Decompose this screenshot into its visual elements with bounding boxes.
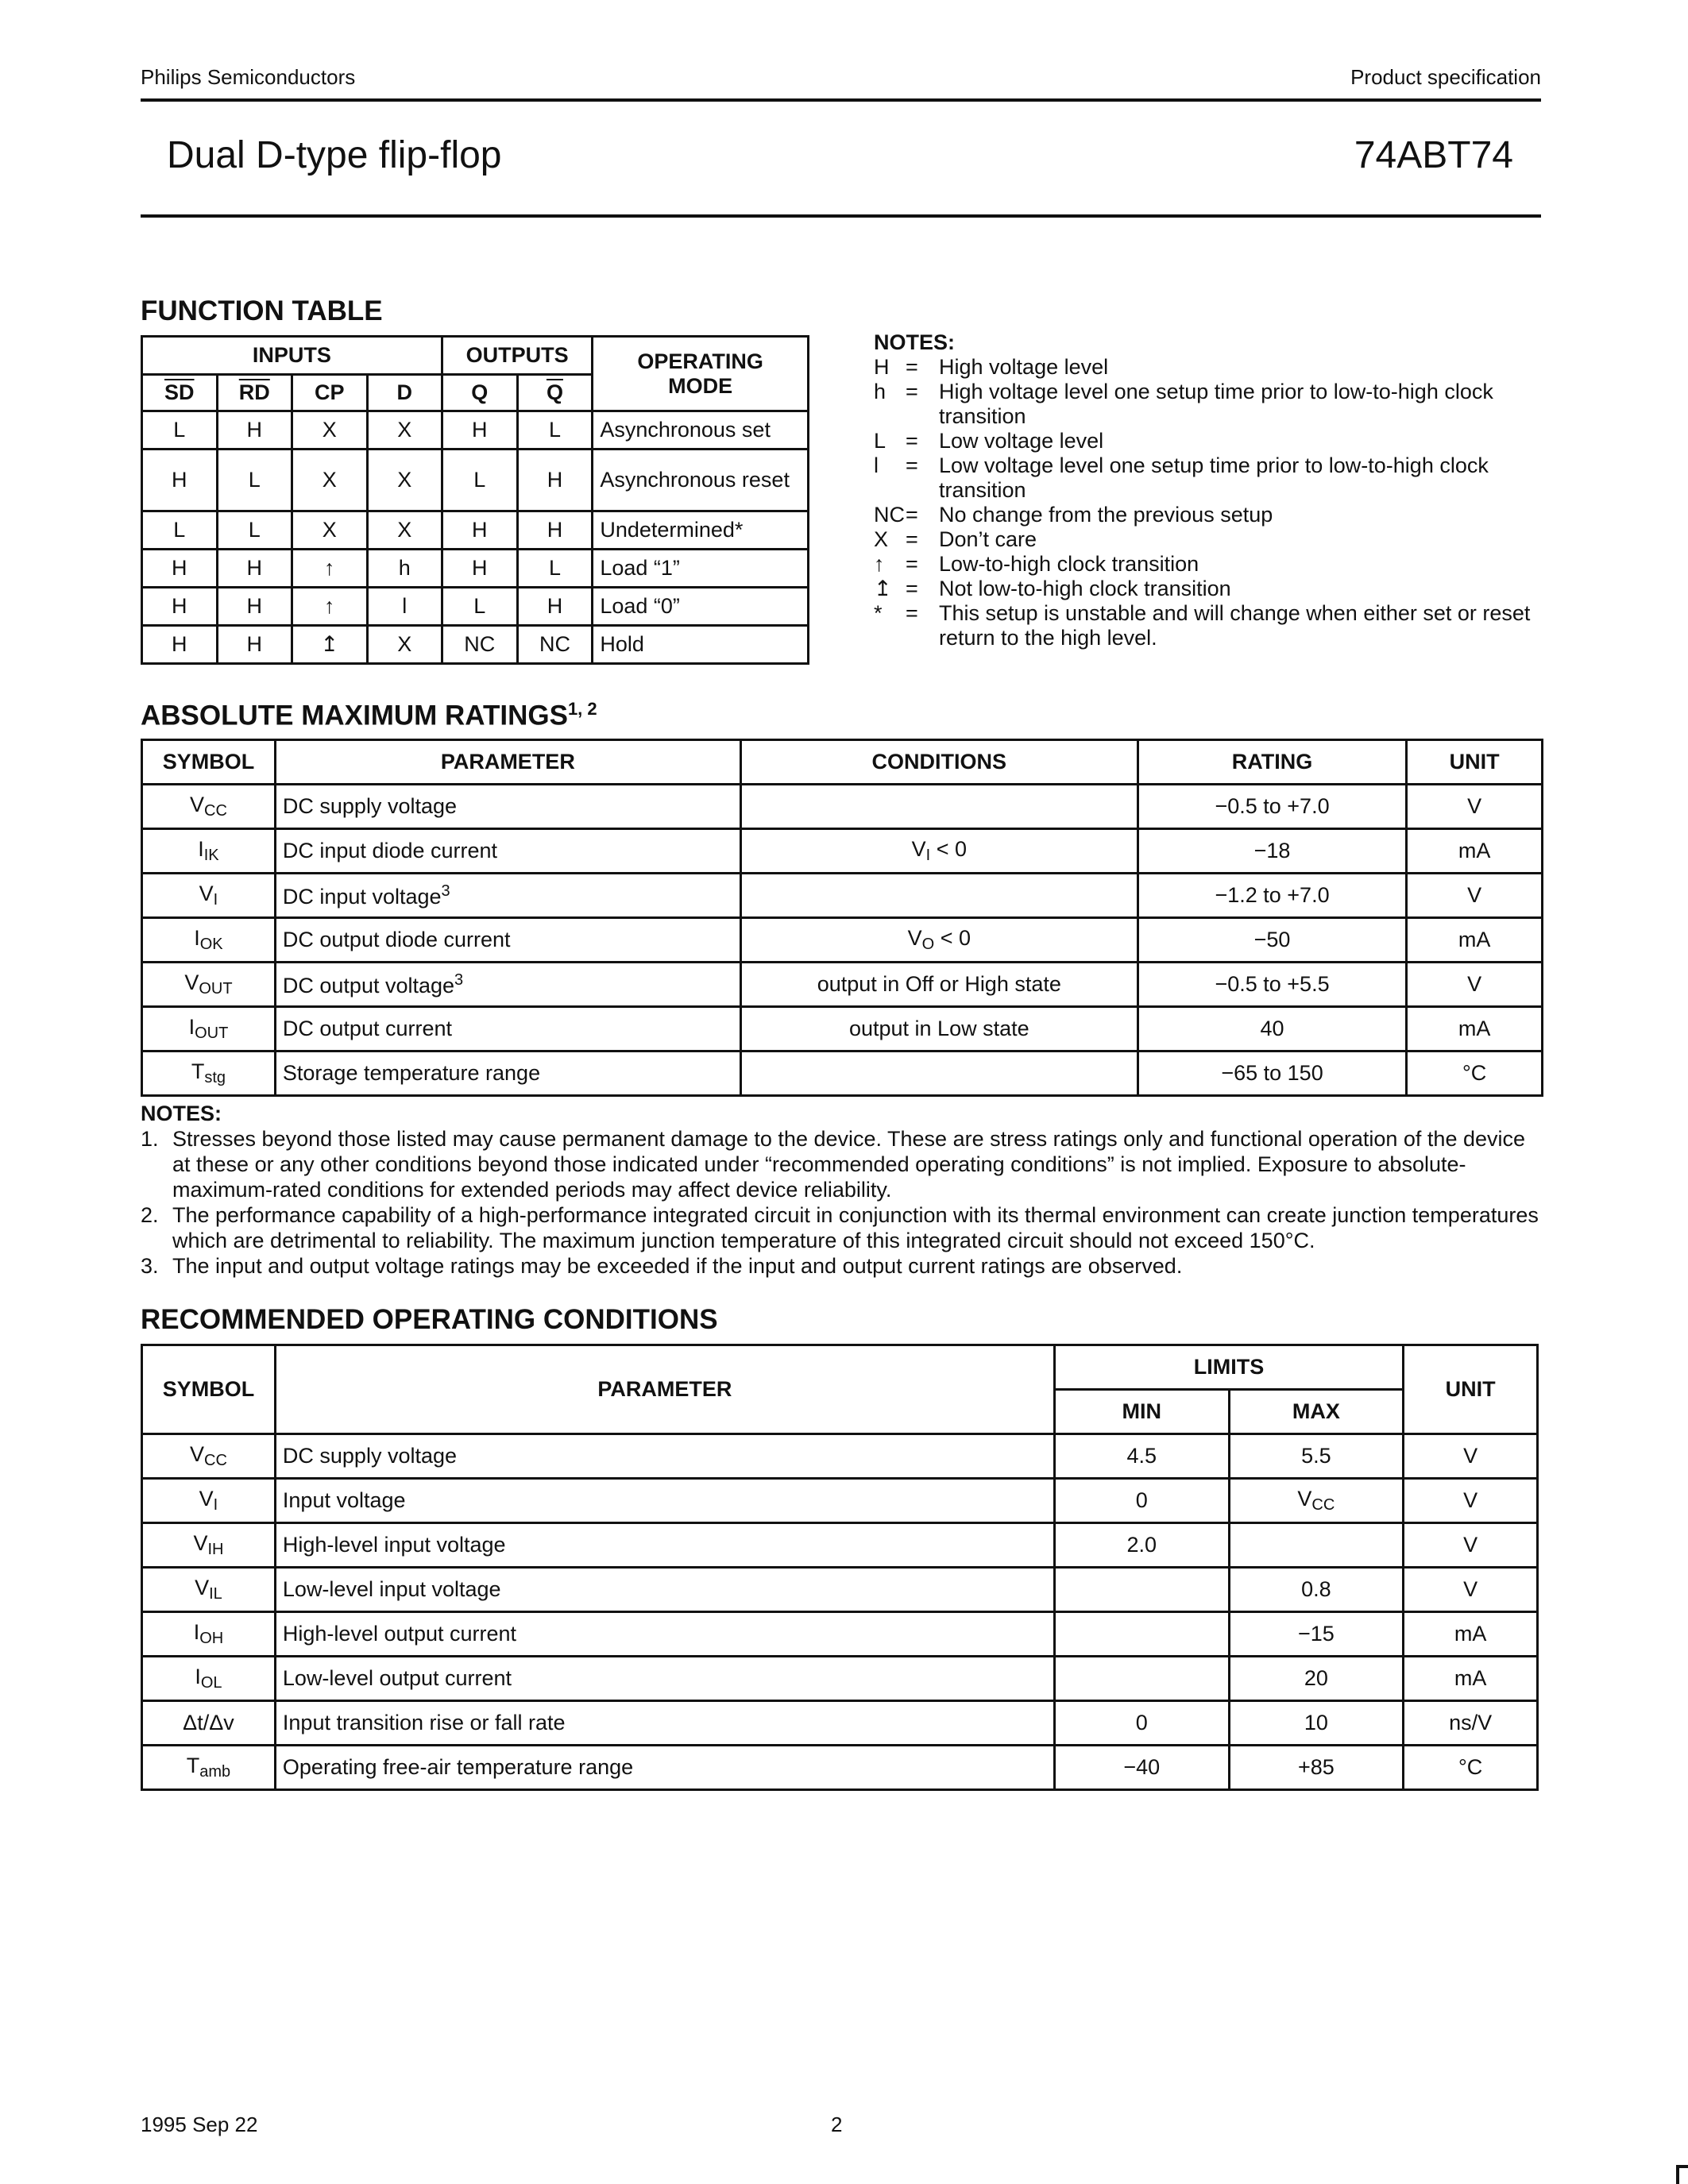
note-symbol: l — [874, 453, 879, 477]
abs-parameter: Storage temperature range — [282, 1061, 541, 1085]
note-symbol: h — [874, 380, 886, 403]
abs-symbol-cell — [142, 918, 276, 963]
page-number: 2 — [831, 2113, 843, 2136]
rec-max-cell — [1229, 1523, 1404, 1568]
ft-cell-mode: Load “0” — [593, 588, 809, 626]
rec-max: +85 — [1297, 1755, 1335, 1779]
crop-mark-horizontal — [1676, 2165, 1688, 2168]
rec-symbol: V — [199, 1487, 214, 1511]
ft-cell-mode: Asynchronous set — [593, 411, 809, 450]
note-symbol: ↑ — [874, 552, 885, 576]
ft-cell-cp: X — [292, 450, 368, 511]
ft-cell-mode: Asynchronous reset — [593, 450, 809, 511]
rec-unit-header: UNIT — [1404, 1345, 1538, 1434]
abs-unit-cell: °C — [1407, 1051, 1543, 1096]
note-symbol: X — [874, 527, 889, 551]
part-number: 74ABT74 — [1354, 134, 1513, 176]
abs-condition: V — [911, 837, 926, 861]
operating-mode-header: OPERATING MODE — [593, 337, 809, 411]
ft-cell-rd: H — [217, 588, 292, 626]
rec-op-title: RECOMMENDED OPERATING CONDITIONS — [141, 1304, 718, 1335]
rec-min-cell — [1054, 1657, 1229, 1701]
ft-cell-cp: ↥ — [292, 626, 368, 664]
d-header: D — [367, 375, 442, 411]
header-rule-bottom — [141, 214, 1541, 218]
abs-symbol-sub: OUT — [199, 980, 233, 997]
function-table-row — [142, 550, 809, 588]
abs-max-row — [142, 963, 1543, 1007]
footer-date: 1995 Sep 22 — [141, 2113, 258, 2136]
function-table-row — [142, 411, 809, 450]
function-note-item — [874, 601, 1541, 650]
ft-cell-sd: H — [142, 626, 218, 664]
abs-max-note — [141, 1202, 1547, 1253]
rec-op-table — [141, 1344, 1539, 1791]
note-text: Not low-to-high clock transition — [939, 577, 1231, 600]
abs-unit-cell: mA — [1407, 829, 1543, 874]
ft-cell-qbar: H — [517, 450, 593, 511]
rec-max: 10 — [1304, 1711, 1328, 1734]
ft-cell-q: H — [442, 550, 517, 588]
rd-header: $\overline{RD}$ — [238, 380, 270, 404]
ft-cell-sd: H — [142, 588, 218, 626]
sd-header: $\overline{SD}$ — [164, 380, 195, 404]
abs-symbol-cell — [142, 829, 276, 874]
abs-parameter: DC input voltage — [282, 884, 442, 909]
abs-symbol: V — [184, 970, 199, 994]
abs-condition-sub: I — [925, 847, 931, 864]
abs-parameter-cell — [275, 1051, 740, 1096]
rec-symbol-sub: OH — [199, 1630, 224, 1647]
abs-max-notes — [141, 1101, 1547, 1279]
rec-unit-cell: mA — [1404, 1657, 1538, 1701]
ft-cell-mode: Hold — [593, 626, 809, 664]
rec-symbol-cell — [142, 1657, 276, 1701]
spec-type: Product specification — [1350, 65, 1541, 89]
ft-cell-rd: L — [217, 511, 292, 550]
note-symbol: NC — [874, 503, 905, 527]
rec-symbol-sub: amb — [199, 1763, 231, 1781]
abs-unit-header: UNIT — [1407, 740, 1543, 785]
abs-note-number: 3. — [141, 1254, 159, 1278]
rec-symbol-cell — [142, 1523, 276, 1568]
note-equals: = — [906, 527, 918, 551]
note-text: High voltage level — [939, 355, 1109, 379]
abs-max-title — [141, 699, 597, 732]
rec-symbol-cell — [142, 1612, 276, 1657]
ft-cell-q: L — [442, 588, 517, 626]
abs-symbol-cell — [142, 874, 276, 918]
function-note-item — [874, 429, 1541, 453]
rec-parameter-cell: Operating free-air temperature range — [275, 1746, 1054, 1790]
rec-symbol: V — [195, 1576, 210, 1599]
rec-symbol: T — [186, 1754, 200, 1777]
abs-condition-rest: < 0 — [934, 926, 971, 950]
abs-parameter-cell — [275, 874, 740, 918]
rec-max-cell — [1229, 1701, 1404, 1746]
rec-symbol: V — [190, 1442, 205, 1466]
function-table-row — [142, 626, 809, 664]
ft-cell-d: X — [367, 626, 442, 664]
rec-symbol: V — [193, 1531, 208, 1555]
rec-op-row — [142, 1657, 1538, 1701]
ft-cell-sd: H — [142, 550, 218, 588]
abs-note-text: Stresses beyond those listed may cause permanent damage to the device. These are stress ratings only and functional operation of the device at these or any other conditions beyond those indicated under “recommended operating conditions” is not implied. Exposure to absolute-maximum-rated conditions for extended periods may affect device reliability. — [172, 1127, 1526, 1202]
ft-cell-sd: L — [142, 511, 218, 550]
rec-op-row — [142, 1612, 1538, 1657]
rec-symbol-sub: OL — [200, 1674, 222, 1692]
abs-max-row — [142, 1007, 1543, 1051]
ft-cell-cp: X — [292, 511, 368, 550]
rec-max: 0.8 — [1301, 1577, 1331, 1601]
rec-min-cell — [1054, 1612, 1229, 1657]
ft-cell-mode: Load “1” — [593, 550, 809, 588]
function-note-item — [874, 453, 1541, 503]
note-equals: = — [906, 429, 918, 453]
rec-min-cell: 0 — [1054, 1701, 1229, 1746]
rec-op-row — [142, 1746, 1538, 1790]
rec-symbol: Δt/Δv — [183, 1711, 234, 1734]
abs-conditions-cell — [740, 963, 1138, 1007]
function-table-row — [142, 450, 809, 511]
abs-rating-cell: −50 — [1138, 918, 1406, 963]
abs-parameter-cell — [275, 829, 740, 874]
rec-symbol: I — [193, 1620, 200, 1644]
abs-parameter-cell — [275, 963, 740, 1007]
abs-condition-sub: O — [921, 936, 935, 953]
abs-note-text: The input and output voltage ratings may be exceeded if the input and output current ratings are observed. — [172, 1254, 1183, 1278]
note-equals: = — [906, 577, 918, 600]
note-symbol: L — [874, 429, 886, 453]
rec-limits-header: LIMITS — [1054, 1345, 1403, 1390]
function-note-item — [874, 577, 1541, 601]
abs-symbol-cell — [142, 1007, 276, 1051]
rec-symbol-cell — [142, 1701, 276, 1746]
rec-max-cell — [1229, 1434, 1404, 1479]
ft-cell-d: l — [367, 588, 442, 626]
abs-parameter: DC output current — [282, 1017, 452, 1040]
note-equals: = — [906, 552, 918, 576]
abs-parameter: DC output diode current — [282, 928, 511, 951]
note-symbol: * — [874, 601, 883, 625]
document-title: Dual D-type flip-flop — [167, 134, 502, 176]
abs-parameter: DC output voltage — [282, 973, 455, 997]
ft-cell-d: X — [367, 411, 442, 450]
rec-max-header: MAX — [1229, 1390, 1404, 1434]
rec-unit-cell: V — [1404, 1479, 1538, 1523]
abs-symbol-cell — [142, 1051, 276, 1096]
ft-cell-d: h — [367, 550, 442, 588]
abs-symbol: I — [194, 926, 200, 950]
note-equals: = — [906, 503, 918, 527]
abs-note-text: The performance capability of a high-performance integrated circuit in conjunction with its thermal environment can create junction temperatures which are detrimental to reliability. The maximum junction temperature of this integrated circuit should not exceed 150°C. — [172, 1203, 1539, 1252]
cp-header: CP — [292, 375, 368, 411]
abs-symbol-sub: OUT — [195, 1024, 229, 1042]
abs-max-note — [141, 1253, 1547, 1279]
note-symbol: H — [874, 355, 890, 379]
abs-max-table — [141, 739, 1543, 1097]
abs-condition: output in Off or High state — [817, 972, 1061, 996]
abs-rating-cell: 40 — [1138, 1007, 1406, 1051]
function-table — [141, 335, 809, 665]
rec-parameter-cell: Low-level input voltage — [275, 1568, 1054, 1612]
rec-unit-cell: V — [1404, 1434, 1538, 1479]
abs-rating-cell: −1.2 to +7.0 — [1138, 874, 1406, 918]
abs-unit-cell: V — [1407, 874, 1543, 918]
rec-min-header: MIN — [1054, 1390, 1229, 1434]
abs-parameter: DC supply voltage — [282, 794, 458, 818]
rec-op-row — [142, 1434, 1538, 1479]
abs-conditions-cell — [740, 918, 1138, 963]
abs-max-note — [141, 1126, 1547, 1202]
note-text: Don’t care — [939, 527, 1037, 551]
rec-unit-cell: mA — [1404, 1612, 1538, 1657]
note-equals: = — [906, 453, 918, 477]
abs-parameter-sup: 3 — [454, 970, 464, 989]
rec-min-cell: −40 — [1054, 1746, 1229, 1790]
ft-cell-rd: H — [217, 411, 292, 450]
rec-symbol-header: SYMBOL — [142, 1345, 276, 1434]
rec-symbol-cell — [142, 1568, 276, 1612]
company-name: Philips Semiconductors — [141, 65, 356, 89]
abs-symbol-sub: IK — [203, 847, 219, 864]
note-text: No change from the previous setup — [939, 503, 1273, 527]
abs-rating-cell: −0.5 to +5.5 — [1138, 963, 1406, 1007]
rec-op-row — [142, 1523, 1538, 1568]
rec-symbol-cell — [142, 1479, 276, 1523]
note-equals: = — [906, 380, 918, 403]
function-table-row — [142, 511, 809, 550]
rec-symbol-sub: IH — [207, 1541, 224, 1558]
function-note-item — [874, 355, 1541, 380]
ft-cell-qbar: NC — [517, 626, 593, 664]
ft-cell-qbar: L — [517, 411, 593, 450]
abs-max-row — [142, 785, 1543, 829]
rec-op-row — [142, 1568, 1538, 1612]
function-notes — [874, 330, 1541, 650]
rec-max: −15 — [1297, 1622, 1335, 1646]
abs-symbol: I — [188, 1015, 195, 1039]
rec-max: 5.5 — [1301, 1444, 1331, 1468]
abs-conditions-cell — [740, 785, 1138, 829]
ft-cell-cp: ↑ — [292, 588, 368, 626]
note-equals: = — [906, 601, 918, 625]
abs-max-row — [142, 918, 1543, 963]
abs-max-row — [142, 829, 1543, 874]
rec-op-row — [142, 1479, 1538, 1523]
abs-conditions-cell — [740, 829, 1138, 874]
abs-symbol-cell — [142, 785, 276, 829]
function-note-item — [874, 552, 1541, 577]
ft-cell-d: X — [367, 511, 442, 550]
abs-rating-header: RATING — [1138, 740, 1406, 785]
ft-cell-cp: ↑ — [292, 550, 368, 588]
abs-unit-cell: mA — [1407, 918, 1543, 963]
abs-note-number: 1. — [141, 1127, 159, 1151]
function-table-title: FUNCTION TABLE — [141, 295, 383, 326]
note-text: High voltage level one setup time prior to low-to-high clock transition — [939, 380, 1493, 428]
ft-cell-qbar: L — [517, 550, 593, 588]
ft-cell-q: H — [442, 511, 517, 550]
abs-max-notes-title: NOTES: — [141, 1102, 222, 1125]
ft-cell-sd: L — [142, 411, 218, 450]
abs-symbol: V — [189, 793, 204, 816]
note-equals: = — [906, 355, 918, 379]
rec-max: 20 — [1304, 1666, 1328, 1690]
abs-rating-cell: −18 — [1138, 829, 1406, 874]
rec-symbol-cell — [142, 1434, 276, 1479]
rec-min-cell: 4.5 — [1054, 1434, 1229, 1479]
rec-unit-cell: V — [1404, 1523, 1538, 1568]
function-notes-title: NOTES: — [874, 330, 956, 354]
abs-parameter-sup: 3 — [441, 882, 450, 900]
function-note-item — [874, 527, 1541, 552]
abs-symbol-sub: stg — [204, 1069, 226, 1086]
q-header: Q — [442, 375, 517, 411]
ft-cell-qbar: H — [517, 511, 593, 550]
abs-symbol: T — [191, 1059, 205, 1083]
abs-max-row — [142, 874, 1543, 918]
rec-max-cell — [1229, 1746, 1404, 1790]
outputs-group-header: OUTPUTS — [442, 337, 592, 375]
ft-cell-mode: Undetermined* — [593, 511, 809, 550]
rec-parameter-cell: High-level input voltage — [275, 1523, 1054, 1568]
rec-max-cell — [1229, 1657, 1404, 1701]
rec-max-cell — [1229, 1612, 1404, 1657]
abs-symbol-cell — [142, 963, 276, 1007]
rec-parameter-cell: Input transition rise or fall rate — [275, 1701, 1054, 1746]
rec-max-cell — [1229, 1479, 1404, 1523]
ft-cell-cp: X — [292, 411, 368, 450]
abs-conditions-cell — [740, 1051, 1138, 1096]
function-table-row — [142, 588, 809, 626]
rec-symbol-sub: IL — [209, 1585, 222, 1603]
abs-parameter-cell — [275, 785, 740, 829]
abs-condition: output in Low state — [848, 1017, 1029, 1040]
abs-symbol: V — [199, 882, 214, 905]
abs-condition: V — [907, 926, 922, 950]
abs-unit-cell: mA — [1407, 1007, 1543, 1051]
rec-min-cell — [1054, 1568, 1229, 1612]
rec-max-sub: CC — [1311, 1496, 1335, 1514]
rec-min-cell: 2.0 — [1054, 1523, 1229, 1568]
header-rule-top — [141, 98, 1541, 102]
ft-cell-q: NC — [442, 626, 517, 664]
abs-max-title-text: ABSOLUTE MAXIMUM RATINGS — [141, 700, 568, 731]
rec-unit-cell: V — [1404, 1568, 1538, 1612]
abs-max-title-sup: 1, 2 — [567, 699, 597, 719]
ft-cell-rd: H — [217, 626, 292, 664]
abs-conditions-cell — [740, 1007, 1138, 1051]
rec-parameter-cell: Low-level output current — [275, 1657, 1054, 1701]
ft-cell-sd: H — [142, 450, 218, 511]
abs-symbol-sub: CC — [204, 802, 227, 820]
rec-symbol-sub: CC — [204, 1452, 227, 1469]
rec-parameter-header: PARAMETER — [275, 1345, 1054, 1434]
rec-unit-cell: ns/V — [1404, 1701, 1538, 1746]
rec-parameter-cell: High-level output current — [275, 1612, 1054, 1657]
ft-cell-qbar: H — [517, 588, 593, 626]
rec-max-cell — [1229, 1568, 1404, 1612]
note-text: Low voltage level one setup time prior to low-to-high clock transition — [939, 453, 1489, 502]
abs-note-number: 2. — [141, 1203, 159, 1227]
ft-cell-d: X — [367, 450, 442, 511]
ft-cell-q: L — [442, 450, 517, 511]
abs-rating-cell: −0.5 to +7.0 — [1138, 785, 1406, 829]
abs-condition-rest: < 0 — [930, 837, 967, 861]
abs-symbol-sub: OK — [199, 936, 223, 953]
abs-parameter: DC input diode current — [282, 839, 498, 862]
abs-conditions-header: CONDITIONS — [740, 740, 1138, 785]
abs-unit-cell: V — [1407, 963, 1543, 1007]
rec-op-row — [142, 1701, 1538, 1746]
abs-parameter-cell — [275, 918, 740, 963]
abs-parameter-cell — [275, 1007, 740, 1051]
abs-max-row — [142, 1051, 1543, 1096]
function-note-item — [874, 380, 1541, 429]
rec-parameter-cell: DC supply voltage — [275, 1434, 1054, 1479]
rec-symbol: I — [195, 1665, 201, 1688]
note-symbol: ↥ — [874, 577, 892, 600]
rec-min-cell: 0 — [1054, 1479, 1229, 1523]
rec-symbol-cell — [142, 1746, 276, 1790]
rec-parameter-cell: Input voltage — [275, 1479, 1054, 1523]
abs-rating-cell: −65 to 150 — [1138, 1051, 1406, 1096]
function-note-item — [874, 503, 1541, 527]
note-text: This setup is unstable and will change when either set or reset return to the high level. — [939, 601, 1531, 650]
abs-symbol-header: SYMBOL — [142, 740, 276, 785]
note-text: Low-to-high clock transition — [939, 552, 1199, 576]
abs-conditions-cell — [740, 874, 1138, 918]
rec-symbol-sub: I — [213, 1496, 218, 1514]
ft-cell-rd: H — [217, 550, 292, 588]
abs-parameter-header: PARAMETER — [275, 740, 740, 785]
ft-cell-q: H — [442, 411, 517, 450]
rec-max: V — [1297, 1487, 1312, 1511]
ft-cell-rd: L — [217, 450, 292, 511]
rec-unit-cell: °C — [1404, 1746, 1538, 1790]
inputs-group-header: INPUTS — [142, 337, 442, 375]
abs-unit-cell: V — [1407, 785, 1543, 829]
note-text: Low voltage level — [939, 429, 1104, 453]
abs-symbol-sub: I — [213, 891, 218, 909]
qbar-header: $\overline{Q}$ — [546, 380, 563, 404]
abs-symbol: I — [198, 837, 204, 861]
